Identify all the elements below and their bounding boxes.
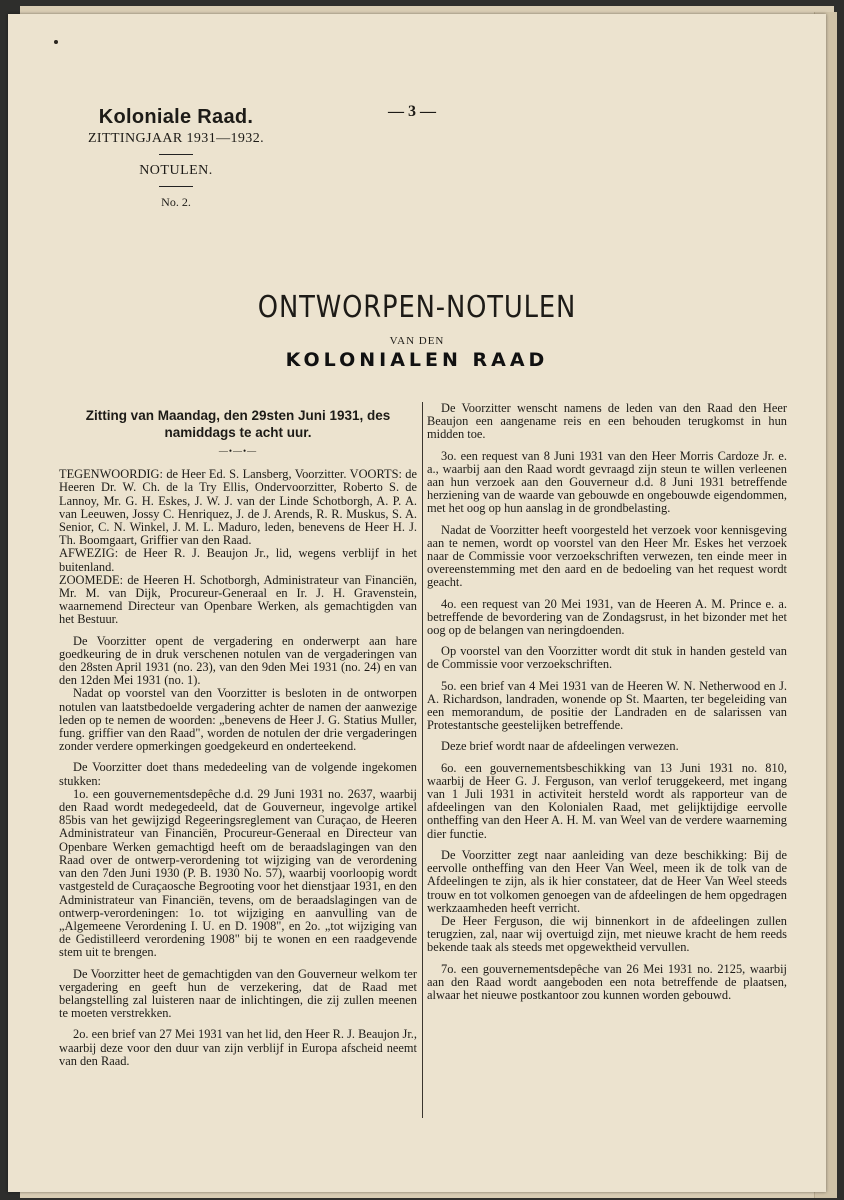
header-section: NOTULEN. <box>139 163 213 178</box>
paragraph: 3o. een request van 8 Juni 1931 van den Heer Morris Cardoze Jr. e. a., waarbij aan den Raad wordt gevraagd zijn steun te willen verleenen aan hun verzoek aan den Gouverneur d.d. 8 Juni 1931 betreffende herziening van de waarde van gebouwde en ongebouwde eigendommen, met het oog op hun aanslag in de grondbelasting. <box>427 448 787 516</box>
header-title: Koloniale Raad. <box>98 106 254 128</box>
left-column <box>59 407 417 1068</box>
header-number: No. 2. <box>161 195 191 209</box>
paragraph: Nadat de Voorzitter heeft voorgesteld het verzoek voor kennisgeving aan te nemen, wordt op voorstel van den Heer Mr. Eskes het verzoek naar de Commissie voor verzoekschriften verwezen, ten einde meer in overeenstemming met den aard en de bedoeling van het request wordt geacht. <box>427 522 787 590</box>
paragraph: De Voorzitter zegt naar aanleiding van deze beschikking: Bij de eervolle ontheffing van den Heer Van Weel, meen ik de tolk van de Afdeelingen te zijn, als ik hier constateer, dat de Heer Van Weel steeds trouw en tot volkomen genoegen van de afdeelingen de hem opgedragen werkzaamheden heeft verricht. <box>427 847 787 915</box>
paragraph: 6o. een gouvernementsbeschikking van 13 Juni 1931 no. 810, waarbij de Heer G. J. Ferguson, van verlof teruggekeerd, met ingang van 1 Juli 1931 in activiteit hersteld wordt als rapporteur van de afdeelingen van den Kolonialen Raad, met gelijktijdige eervolle ontheffing van den Heer A. H. M. van Weel van de verdere waarneming dier functie. <box>427 760 787 841</box>
paragraph: Nadat op voorstel van den Voorzitter is besloten in de ontworpen notulen van laatstbedoelde vergadering achter de namen der aanwezige leden op te nemen de woorden: „benevens de Heer J. G. Statius Muller, fung. griffier van den Raad", worden de notulen der drie vergaderingen zonder verdere opmerkingen goedgekeurd en onderteekend. <box>59 686 417 754</box>
paragraph: 2o. een brief van 27 Mei 1931 van het lid, den Heer R. J. Beaujon Jr., waarbij deze voor den duur van zijn verblijf in Europa afscheid neemt van den Raad. <box>59 1027 417 1068</box>
header-year: ZITTINGJAAR 1931—1932. <box>87 131 264 146</box>
paragraph: Deze brief wordt naar de afdeelingen verwezen. <box>441 739 679 754</box>
paragraph: De Voorzitter opent de vergadering en onderwerpt aan hare goedkeuring de in druk verschenen notulen van de vergaderingen van den 28sten April 1931 (no. 23), van den 9den Mei 1931 (no. 24) en van den 12den Mei 1931 (no. 1). <box>59 633 417 688</box>
punch-dot <box>54 40 58 44</box>
paragraph: De Voorzitter wenscht namens de leden van den Raad den Heer Beaujon een aangename reis en een behouden terugkomst in hun midden toe. <box>427 401 787 442</box>
paragraph: 5o. een brief van 4 Mei 1931 van de Heeren W. N. Netherwood en J. A. Richardson, landraden, wonende op St. Maarten, ter begeleiding van een memorandum, de positie der Landraden en de salarissen van Protestantsche geestelijken betreffende. <box>427 678 787 733</box>
paragraph: AFWEZIG: de Heer R. J. Beaujon Jr., lid, wegens verblijf in het buitenland. <box>59 546 417 574</box>
column-divider <box>422 402 423 1118</box>
title-van-den: VAN DEN <box>389 335 445 347</box>
paragraph: De Voorzitter doet thans mededeeling van de volgende ingekomen stukken: <box>59 760 417 788</box>
paragraph: 1o. een gouvernementsdepêche d.d. 29 Juni 1931 no. 2637, waarbij den Raad wordt medegedeeld, dat de Gouverneur, ingevolge artikel 85bis van het gewijzigd Regeeringsreglement van Curaçao, de Heeren Administrateur van Financiën, Procureur-Generaal en Directeur van Openbare Werken gemachtigd heeft om de beraadslagingen van den Raad over de ontwerp-verordening tot wijziging van de verordening van den 7den Juni 1930 (P. B. 1930 No. 57), waarbij voorloopig wordt vastgesteld de Curaçaosche Begrooting voor het dienstjaar 1931, en den Administrateur van Financiën, tevens, om de beraadslagingen van de ontwerp-verordeningen: 1o. tot wijziging en aanvulling van de „Algemeene Verordening I. U. en D. 1908", en 2o. „tot wijziging van de Gedistilleerd verordening 1908" bij te wonen en een raadgevende stem uit te brengen. <box>59 786 417 960</box>
main-title: ONTWORPEN-NOTULEN <box>257 290 577 325</box>
paragraph: 7o. een gouvernementsdepêche van 26 Mei 1931 no. 2125, waarbij aan den Raad wordt aangeboden een nota betreffende de plaatsen, alwaar het nieuwe postkantoor zou kunnen worden gebouwd. <box>427 961 787 1002</box>
document-page <box>8 14 826 1192</box>
right-column <box>427 402 787 1002</box>
paragraph: 4o. een request van 20 Mei 1931, van de Heeren A. M. Prince e. a. betreffende de bevordering van de Zondagsrust, in het bizonder met het oog op de belangen van neringdoenden. <box>427 596 787 638</box>
header-rule-2 <box>159 186 193 187</box>
ornament-divider: —•—•— <box>218 446 258 456</box>
paragraph: Op voorstel van den Voorzitter wordt dit stuk in handen gesteld van de Commissie voor verzoekschriften. <box>427 644 787 672</box>
document-header <box>76 106 276 210</box>
paragraph: ZOOMEDE: de Heeren H. Schotborgh, Administrateur van Financiën, Mr. M. van Dijk, Procureur-Generaal en Ir. J. H. Gravenstein, waarnemend Directeur van Openbare Werken, als gemachtigden van het Bestuur. <box>59 572 417 627</box>
sitting-heading: Zitting van Maandag, den 29sten Juni 1931, des namiddags te acht uur. <box>85 408 391 440</box>
paragraph: TEGENWOORDIG: de Heer Ed. S. Lansberg, Voorzitter. VOORTS: de Heeren Dr. W. Ch. de la Try Ellis, Ondervoorzitter, Roberto S. de Lannoy, Mr. G. H. Eskes, J. W. J. van der Linde Schotborgh, A. P. A. van Leeuwen, Jossy C. Henriquez, J. de J. Arends, R. R. Muskus, S. A. Senior, C. N. Winkel, J. M. L. Maduro, leden, benevens de Heer H. J. Th. Boomgaart, Griffier van den Raad. <box>59 467 417 548</box>
title-raad: KOLONIALEN RAAD <box>285 349 549 371</box>
paragraph: De Heer Ferguson, die wij binnenkort in de afdeelingen zullen terugzien, zal, naar wij overtuigd zijn, met nieuwe kracht de hem reeds bekende taak als steeds met opgewektheid vervullen. <box>427 913 787 955</box>
paragraph: De Voorzitter heet de gemachtigden van den Gouverneur welkom ter vergadering en geeft hun de verzekering, dat de Raad met belangstelling zal luisteren naar de inlichtingen, die zij zullen meenen te moeten verstrekken. <box>59 966 417 1021</box>
header-rule <box>159 154 193 155</box>
page-number: — 3 — <box>388 103 436 120</box>
